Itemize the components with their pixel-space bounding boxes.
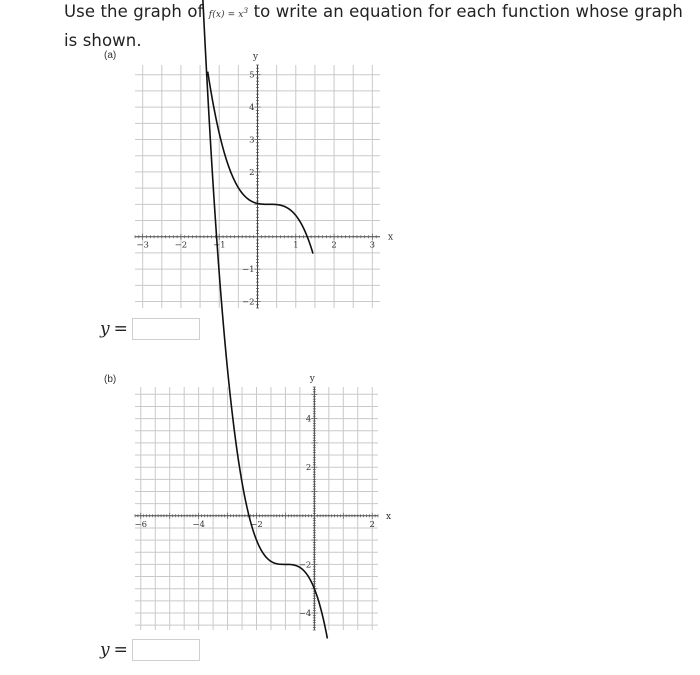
y-axis-label: y xyxy=(252,52,259,62)
answer-row-b xyxy=(100,639,200,661)
grid xyxy=(135,387,378,630)
answer-label-b: y = xyxy=(100,640,128,660)
x-tick-label: −1 xyxy=(212,240,226,251)
y-tick-label: −4 xyxy=(298,608,312,619)
part-b-label: (b) xyxy=(104,374,117,385)
y-tick-label: 5 xyxy=(249,70,255,81)
answer-row-a xyxy=(100,318,200,340)
x-tick-label: 2 xyxy=(369,519,375,530)
y-tick-label: −2 xyxy=(241,297,255,308)
x-tick-label: −4 xyxy=(192,519,205,530)
function-curve xyxy=(208,72,313,254)
y-tick-label: 2 xyxy=(305,463,312,474)
y-tick-label: 4 xyxy=(249,103,255,114)
x-axis-label: x xyxy=(388,232,394,243)
y-axis-label: y xyxy=(309,374,315,384)
x-tick-label: −2 xyxy=(174,240,188,251)
y-tick-label: 2 xyxy=(249,167,255,178)
answer-input-b[interactable] xyxy=(132,639,200,661)
x-tick-label: −6 xyxy=(134,519,148,530)
y-tick-label: 3 xyxy=(249,135,255,146)
graph-b xyxy=(120,372,400,637)
prompt-text-start: Use the graph of xyxy=(64,2,209,21)
axes xyxy=(135,374,392,630)
x-tick-label: 2 xyxy=(331,240,337,251)
y-tick-label: 4 xyxy=(305,414,312,425)
function-label: $f(x) = x^3$ xyxy=(208,6,249,20)
answer-input-a[interactable] xyxy=(132,318,200,340)
graph-a xyxy=(120,50,400,320)
answer-label-a: y = xyxy=(100,319,128,339)
x-axis-label: x xyxy=(386,511,392,522)
part-a-label: (a) xyxy=(104,50,117,61)
prompt-text-end: to write an equation for each function whose graph is shown. xyxy=(64,2,683,50)
x-tick-label: 3 xyxy=(369,240,376,251)
x-tick-label: 1 xyxy=(293,240,299,251)
y-tick-label: −1 xyxy=(241,265,255,276)
x-tick-label: −2 xyxy=(250,519,263,530)
problem-statement xyxy=(64,0,694,53)
x-tick-label: −3 xyxy=(136,240,149,251)
y-tick-label: −2 xyxy=(298,560,312,571)
